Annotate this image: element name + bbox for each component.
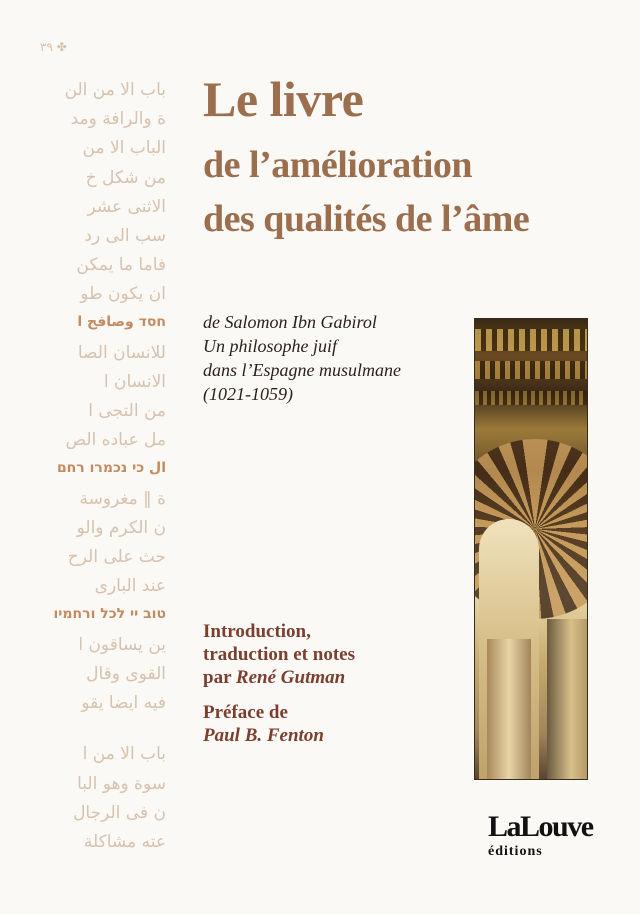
manuscript-line: ان يكون طو [80, 284, 166, 305]
preface-label: Préface de [203, 702, 288, 723]
publisher-logo [488, 812, 598, 860]
preface-author: Paul B. Fenton [203, 725, 324, 746]
manuscript-line: الانسان ا [103, 372, 166, 392]
mosque-arch-photo [474, 318, 588, 780]
credits-block [203, 620, 463, 747]
manuscript-line: فيه ايضا يقو [81, 693, 166, 714]
manuscript-line: مل عباده الص [65, 430, 166, 451]
manuscript-line: عته مشاكلة [83, 832, 166, 852]
manuscript-strip [0, 0, 166, 914]
manuscript-line: باب الا من الن [64, 80, 166, 100]
manuscript-line: ة ‖ مغروسة [79, 488, 166, 509]
subtitle-block [203, 310, 463, 406]
manuscript-line: فاما ما يمكن [76, 255, 166, 276]
translator-line [203, 666, 463, 689]
manuscript-line: سوة وهو البا [77, 773, 166, 794]
publisher-name: LaLouve [488, 810, 593, 843]
manuscript-line: باب الا من ا [82, 744, 166, 765]
manuscript-line: من التجى ا [88, 401, 166, 422]
intro-line-2: traduction et notes [203, 644, 355, 665]
manuscript-line: ن فى الرجال [73, 802, 166, 823]
translator-name: René Gutman [235, 667, 346, 688]
title-line-2: de l’amélioration [203, 144, 473, 186]
manuscript-line: טוב יי לכל ורחמיו [53, 605, 166, 622]
manuscript-line: חסד وصافح ا [77, 313, 166, 330]
manuscript-line: ن الكرم والو [76, 518, 166, 538]
author-line: de Salomon Ibn Gabirol [203, 312, 377, 332]
publisher-sub: éditions [488, 844, 543, 859]
manuscript-line: من شكل خ [85, 167, 166, 188]
manuscript-line: حث على الرح [67, 547, 166, 568]
par-label: par [203, 667, 232, 688]
dates-line: (1021-1059) [203, 384, 293, 404]
manuscript-line: سب الى رد [84, 226, 166, 246]
manuscript-line: ة والرافة ومد [70, 109, 166, 130]
manuscript-line: القوى وقال [86, 664, 166, 684]
title-line-1: Le livre [203, 71, 364, 127]
description-line-1: Un philosophe juif [203, 336, 337, 356]
manuscript-line: ال כי נכמרו רחם [56, 459, 166, 476]
title-line-3: des qualités de l’âme [203, 198, 530, 240]
description-line-2: dans l’Espagne musulmane [203, 360, 401, 380]
intro-line-1: Introduction, [203, 621, 311, 642]
manuscript-line: الباب الا من [82, 138, 166, 159]
manuscript-line: للانسان الصا [77, 342, 166, 363]
manuscript-line: ين يساقون ا [78, 634, 166, 655]
manuscript-line: عند البارى [94, 576, 166, 597]
manuscript-top-marks: ٣٩ ✤ [40, 40, 67, 54]
manuscript-line: الاثنى عشر [87, 196, 166, 217]
